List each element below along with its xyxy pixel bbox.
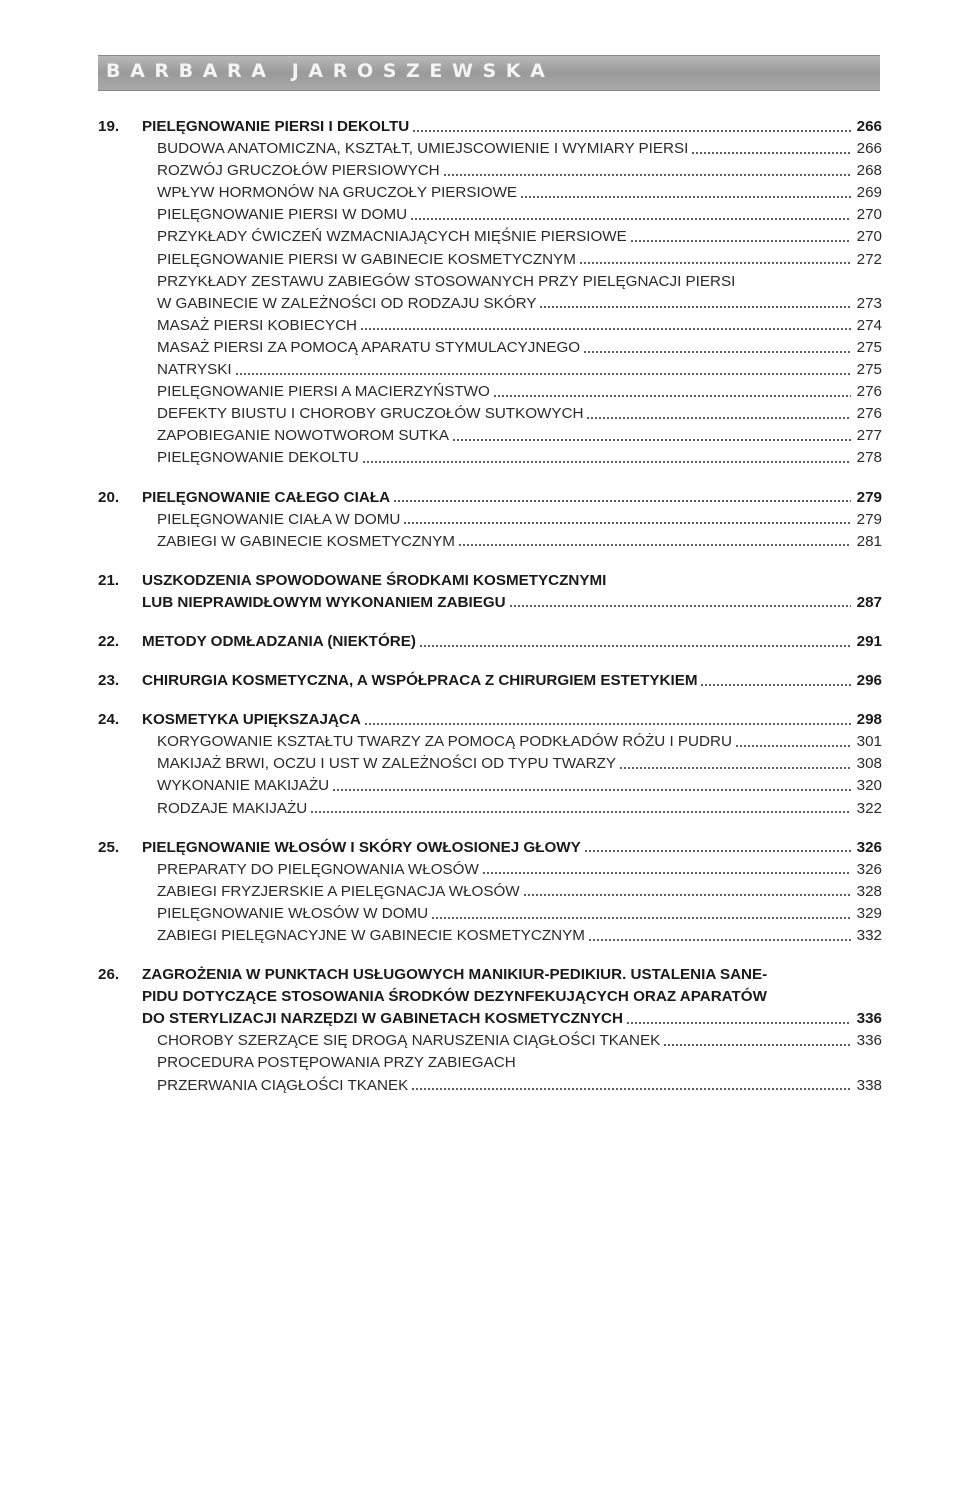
section-entry[interactable] — [98, 1030, 882, 1052]
section-title: MAKIJAŻ BRWI, OCZU I UST W ZALEŻNOŚCI OD TYPU TWARZY — [157, 755, 617, 773]
dot-leader — [403, 521, 851, 526]
section-title: ZABIEGI FRYZJERSKIE A PIELĘGNACJA WŁOSÓW — [157, 882, 520, 900]
section-entry[interactable] — [98, 1075, 882, 1097]
chapter-title: USZKODZENIA SPOWODOWANE ŚRODKAMI KOSMETYCZNYMI — [142, 571, 607, 589]
section-entry[interactable] — [98, 293, 882, 315]
dot-leader — [411, 1087, 851, 1092]
section-entry[interactable] — [98, 204, 882, 226]
page-number: 326 — [856, 838, 882, 856]
page-number: 296 — [856, 672, 882, 690]
section-title: PIELĘGNOWANIE PIERSI W GABINECIE KOSMETYCZNYM — [157, 250, 576, 268]
dot-leader — [735, 743, 851, 748]
chapter-block — [98, 837, 882, 947]
page-number: 338 — [856, 1076, 882, 1094]
chapter-title: KOSMETYKA UPIĘKSZAJĄCA — [142, 711, 361, 729]
section-title: PRZERWANIA CIĄGŁOŚCI TKANEK — [157, 1076, 409, 1094]
dot-leader — [393, 499, 851, 504]
page-number: 270 — [856, 228, 882, 246]
section-entry[interactable] — [98, 249, 882, 271]
dot-leader — [235, 371, 851, 376]
dot-leader — [583, 349, 851, 354]
dot-leader — [452, 437, 851, 442]
section-title: W GABINECIE W ZALEŻNOŚCI OD RODZAJU SKÓRY — [157, 294, 537, 312]
chapter-title: CHIRURGIA KOSMETYCZNA, A WSPÓŁPRACA Z CHIRURGIEM ESTETYKIEM — [142, 672, 698, 690]
section-entry[interactable] — [98, 182, 882, 204]
page-number: 279 — [856, 510, 882, 528]
chapter-entry[interactable] — [98, 1008, 882, 1030]
section-title: PIELĘGNOWANIE PIERSI A MACIERZYŃSTWO — [157, 383, 490, 401]
page-number: 276 — [856, 383, 882, 401]
section-entry[interactable] — [98, 226, 882, 248]
dot-leader — [523, 893, 851, 898]
chapter-entry[interactable] — [98, 116, 882, 138]
section-entry[interactable] — [98, 775, 882, 797]
chapter-block — [98, 709, 882, 819]
section-title: PREPARATY DO PIELĘGNOWANIA WŁOSÓW — [157, 860, 479, 878]
page-number: 336 — [856, 1010, 882, 1028]
page-number: 275 — [856, 361, 882, 379]
dot-leader — [482, 871, 851, 876]
section-title: PIELĘGNOWANIE CIAŁA W DOMU — [157, 510, 401, 528]
chapter-title: METODY ODMŁADZANIA (NIEKTÓRE) — [142, 632, 416, 650]
section-title: BUDOWA ANATOMICZNA, KSZTAŁT, UMIEJSCOWIENIE I WYMIARY PIERSI — [157, 140, 689, 158]
section-title: NATRYSKI — [157, 361, 232, 379]
dot-leader — [584, 849, 851, 854]
section-title: PRZYKŁADY ZESTAWU ZABIEGÓW STOSOWANYCH PRZY PIELĘGNACJI PIERSI — [157, 272, 736, 290]
section-title: PROCEDURA POSTĘPOWANIA PRZY ZABIEGACH — [157, 1054, 516, 1072]
chapter-entry[interactable] — [98, 837, 882, 859]
dot-leader — [364, 721, 851, 726]
chapter-number: 24. — [98, 711, 120, 729]
section-title: PIELĘGNOWANIE DEKOLTU — [157, 449, 359, 467]
page-number: 329 — [856, 904, 882, 922]
chapter-title: DO STERYLIZACJI NARZĘDZI W GABINETACH KOSMETYCZNYCH — [142, 1010, 623, 1028]
section-title: ROZWÓJ GRUCZOŁÓW PIERSIOWYCH — [157, 162, 440, 180]
dot-leader — [626, 1020, 851, 1025]
section-title: ZABIEGI W GABINECIE KOSMETYCZNYM — [157, 532, 455, 550]
page-number: 291 — [856, 632, 882, 650]
dot-leader — [691, 150, 851, 155]
section-title: WYKONANIE MAKIJAŻU — [157, 777, 330, 795]
chapter-entry[interactable] — [98, 570, 882, 592]
chapter-number: 19. — [98, 118, 120, 135]
dot-leader — [586, 415, 851, 420]
section-title: CHOROBY SZERZĄCE SIĘ DROGĄ NARUSZENIA CIĄGŁOŚCI TKANEK — [157, 1032, 661, 1050]
page-number: 273 — [856, 294, 882, 312]
chapter-number: 26. — [98, 966, 120, 984]
dot-leader — [520, 194, 851, 199]
page-number: 279 — [856, 488, 882, 506]
section-entry[interactable] — [98, 903, 882, 925]
section-title: DEFEKTY BIUSTU I CHOROBY GRUCZOŁÓW SUTKOWYCH — [157, 405, 584, 423]
section-title: PIELĘGNOWANIE PIERSI W DOMU — [157, 206, 408, 224]
table-of-contents — [98, 116, 882, 1114]
chapter-block — [98, 670, 882, 692]
dot-leader — [588, 937, 851, 942]
page-number: 287 — [856, 593, 882, 611]
dot-leader — [630, 239, 851, 244]
section-entry[interactable] — [98, 271, 882, 293]
chapter-number: 23. — [98, 672, 120, 690]
dot-leader — [493, 393, 851, 398]
section-title: PIELĘGNOWANIE WŁOSÓW W DOMU — [157, 904, 429, 922]
page-number: 268 — [856, 162, 882, 180]
section-title: MASAŻ PIERSI ZA POMOCĄ APARATU STYMULACYJNEGO — [157, 338, 581, 356]
page-number: 272 — [856, 250, 882, 268]
page-number: 270 — [856, 206, 882, 224]
section-entry[interactable] — [98, 731, 882, 753]
section-entry[interactable] — [98, 425, 882, 447]
page-number: 326 — [856, 860, 882, 878]
chapter-title: PIELĘGNOWANIE PIERSI I DEKOLTU — [142, 118, 410, 135]
page-number: 322 — [856, 799, 882, 817]
chapter-entry[interactable] — [98, 986, 882, 1008]
section-title: MASAŻ PIERSI KOBIECYCH — [157, 316, 358, 334]
dot-leader — [663, 1042, 851, 1047]
section-entry[interactable] — [98, 160, 882, 182]
chapter-entry[interactable] — [98, 592, 882, 614]
dot-leader — [410, 216, 851, 221]
chapter-entry[interactable] — [98, 670, 882, 692]
section-entry[interactable] — [98, 359, 882, 381]
chapter-block — [98, 964, 882, 1097]
section-entry[interactable] — [98, 138, 882, 160]
dot-leader — [539, 305, 851, 310]
page-number: 266 — [856, 118, 882, 135]
chapter-block — [98, 570, 882, 614]
page-number: 298 — [856, 711, 882, 729]
dot-leader — [362, 460, 851, 465]
page-number: 276 — [856, 405, 882, 423]
page-number: 301 — [856, 733, 882, 751]
page-number: 332 — [856, 927, 882, 944]
page-number: 266 — [856, 140, 882, 158]
page-number: 336 — [856, 1032, 882, 1050]
section-entry[interactable] — [98, 337, 882, 359]
page-number: 320 — [856, 777, 882, 795]
dot-leader — [360, 327, 851, 332]
section-title: ZAPOBIEGANIE NOWOTWOROM SUTKA — [157, 427, 449, 445]
section-entry[interactable] — [98, 447, 882, 469]
page-number: 269 — [856, 184, 882, 202]
section-entry[interactable] — [98, 925, 882, 947]
page-number: 278 — [856, 449, 882, 467]
section-title: KORYGOWANIE KSZTAŁTU TWARZY ZA POMOCĄ PODKŁADÓW RÓŻU I PUDRU — [157, 733, 732, 751]
chapter-title: LUB NIEPRAWIDŁOWYM WYKONANIEM ZABIEGU — [142, 593, 506, 611]
section-title: RODZAJE MAKIJAŻU — [157, 799, 308, 817]
dot-leader — [443, 172, 851, 177]
dot-leader — [700, 682, 851, 687]
chapter-number: 25. — [98, 838, 120, 856]
header-banner — [98, 55, 880, 91]
chapter-entry[interactable] — [98, 964, 882, 986]
section-entry[interactable] — [98, 798, 882, 820]
dot-leader — [412, 128, 851, 133]
chapter-number: 20. — [98, 488, 120, 506]
chapter-entry[interactable] — [98, 709, 882, 731]
page-number: 281 — [856, 532, 882, 550]
page-number: 274 — [856, 316, 882, 334]
chapter-title: PIELĘGNOWANIE CAŁEGO CIAŁA — [142, 488, 391, 506]
page-number: 328 — [856, 882, 882, 900]
chapter-title: PIELĘGNOWANIE WŁOSÓW I SKÓRY OWŁOSIONEJ GŁOWY — [142, 838, 581, 856]
page-number: 275 — [856, 338, 882, 356]
chapter-title: PIDU DOTYCZĄCE STOSOWANIA ŚRODKÓW DEZYNFEKUJĄCYCH ORAZ APARATÓW — [142, 988, 767, 1006]
chapter-block — [98, 487, 882, 553]
chapter-block — [98, 116, 882, 470]
chapter-number: 21. — [98, 571, 120, 589]
dot-leader — [458, 543, 851, 548]
dot-leader — [579, 261, 851, 266]
dot-leader — [431, 915, 851, 920]
section-entry[interactable] — [98, 315, 882, 337]
section-title: PRZYKŁADY ĆWICZEŃ WZMACNIAJĄCYCH MIĘŚNIE PIERSIOWE — [157, 228, 627, 246]
section-entry[interactable] — [98, 1052, 882, 1074]
dot-leader — [332, 788, 851, 793]
page-number: 277 — [856, 427, 882, 445]
section-entry[interactable] — [98, 881, 882, 903]
chapter-entry[interactable] — [98, 487, 882, 509]
chapter-block — [98, 631, 882, 653]
section-title: WPŁYW HORMONÓW NA GRUCZOŁY PIERSIOWE — [157, 184, 518, 202]
section-entry[interactable] — [98, 859, 882, 881]
chapter-number: 22. — [98, 632, 120, 650]
dot-leader — [310, 810, 851, 815]
chapter-entry[interactable] — [98, 631, 882, 653]
section-entry[interactable] — [98, 753, 882, 775]
dot-leader — [619, 765, 851, 770]
author-name: BARBARA JAROSZEWSKA — [106, 60, 555, 82]
section-entry[interactable] — [98, 381, 882, 403]
chapter-title: ZAGROŻENIA W PUNKTACH USŁUGOWYCH MANIKIUR-PEDIKIUR. USTALENIA SANE- — [142, 966, 768, 984]
section-entry[interactable] — [98, 403, 882, 425]
section-entry[interactable] — [98, 531, 882, 553]
section-title: ZABIEGI PIELĘGNACYJNE W GABINECIE KOSMETYCZNYM — [157, 927, 585, 944]
section-entry[interactable] — [98, 509, 882, 531]
dot-leader — [509, 604, 851, 609]
page-number: 308 — [856, 755, 882, 773]
dot-leader — [419, 643, 851, 648]
